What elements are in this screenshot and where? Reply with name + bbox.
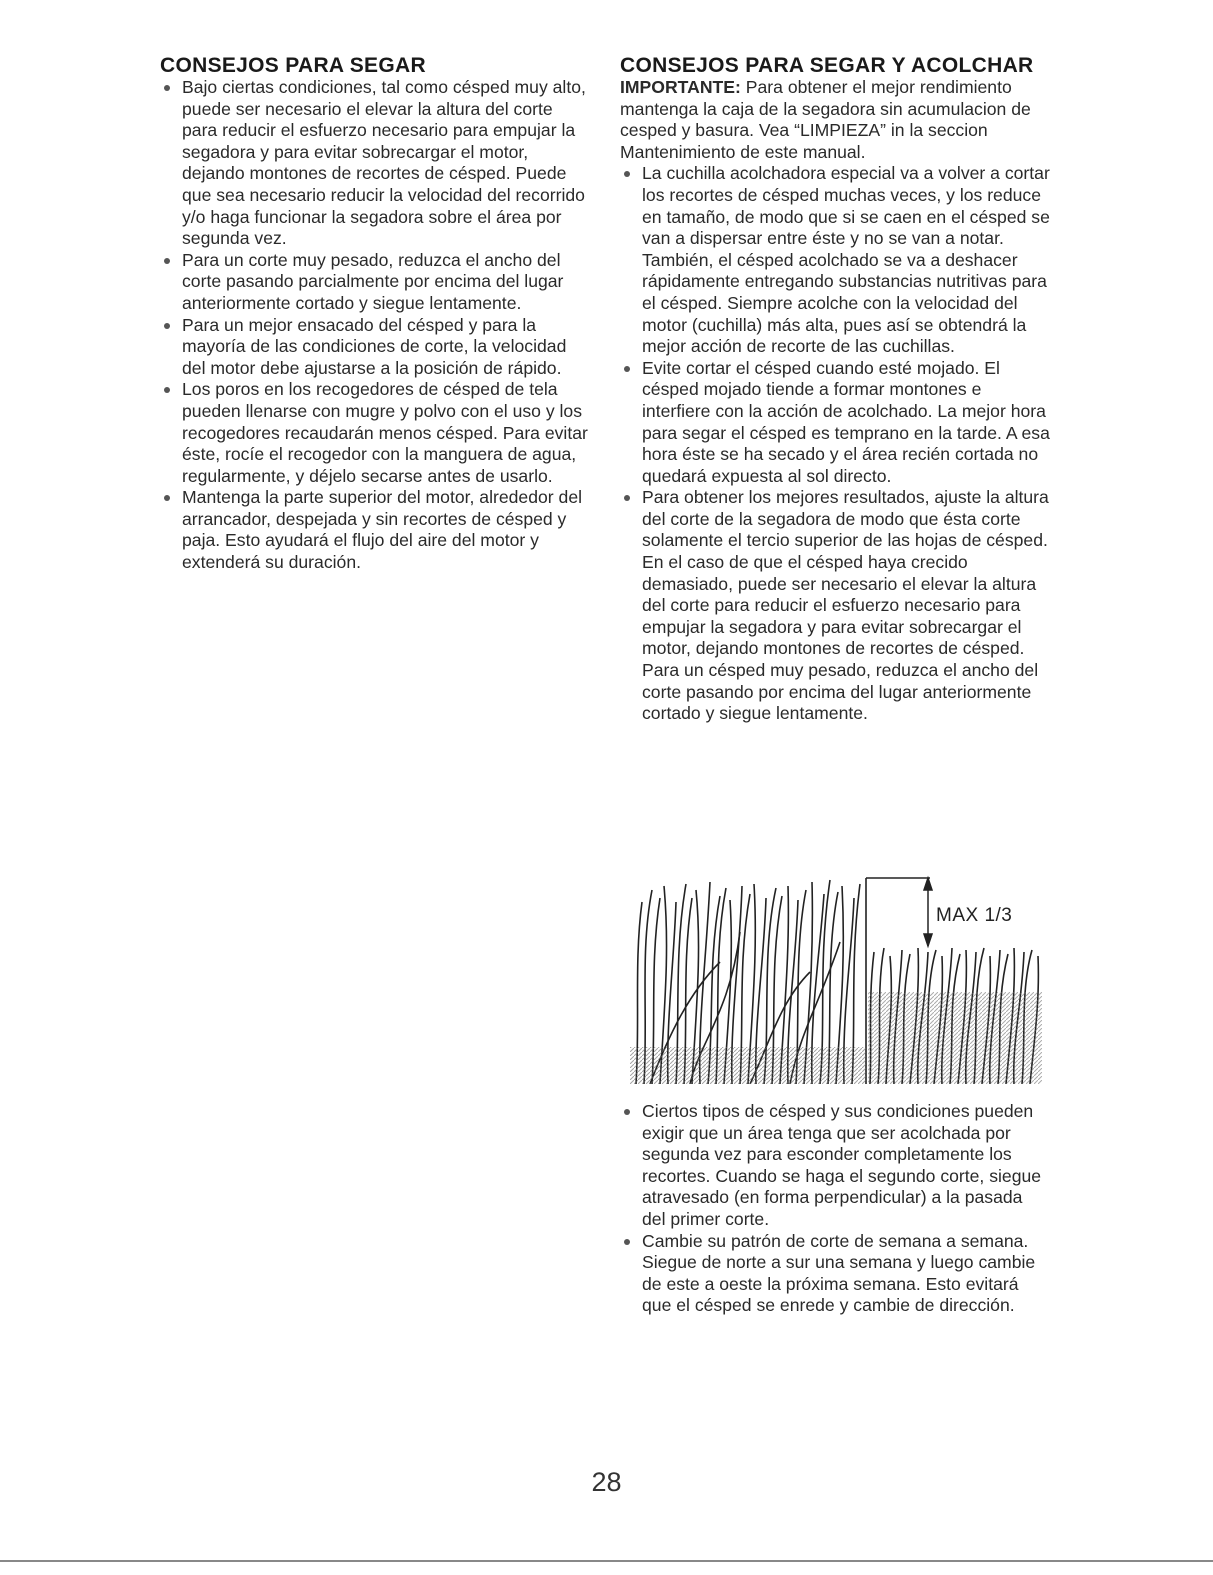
right-column-bottom [620, 1101, 1050, 1317]
important-text: Para obtener el mejor rendimiento mantenga la caja de la segadora sin acumulacion de cesped y basura. Vea “LIMPIEZA” in la seccion Mantenimiento de este manual. [620, 77, 1031, 162]
bottom-rule [0, 1560, 1213, 1562]
list-item: Mantenga la parte superior del motor, alrededor del arrancador, despejada y sin recortes de césped y paja. Esto ayudará el flujo del aire del motor y extenderá su duración. [160, 487, 590, 573]
list-item: Bajo ciertas condiciones, tal como césped muy alto, puede ser necesario el elevar la altura del corte para reducir el esfuerzo necesario para empujar la segadora y para evitar sobrecargar el motor, dejando montones de recortes de césped. Puede que sea necesario reducir la velocidad del recorrido y/o haga funcionar la segadora sobre el área por segunda vez. [160, 77, 590, 250]
section-title-consejos-segar: CONSEJOS PARA SEGAR [160, 54, 426, 77]
list-item: La cuchilla acolchadora especial va a volver a cortar los recortes de césped muchas veces, y los reduce en tamaño, de modo que si se caen en el césped se van a dispersar entre éste y no se van a notar. También, el césped acolchado se va a deshacer rápidamente entregando substancias nutritivas para el césped. Siempre acolche con la velocidad del motor (cuchilla) más alta, pues así se obtendrá la mejor acción de recorte de las cuchillas. [620, 163, 1050, 357]
important-note [620, 77, 1050, 163]
right-bullet-list-bottom [620, 1101, 1050, 1317]
list-item: Para obtener los mejores resultados, ajuste la altura del corte de la segadora de modo que ésta corte solamente el tercio superior de las hojas de césped. En el caso de que el césped haya crecido demasiado, puede ser necesario el elevar la altura del corte para reducir el esfuerzo necesario para empujar la segadora y para evitar sobrecargar el motor, dejando montones de recortes de césped. Para un césped muy pesado, reduzca el ancho del corte pasando por encima del lugar anteriormente cortado y siegue lentamente. [620, 487, 1050, 725]
list-item: Cambie su patrón de corte de semana a semana. Siegue de norte a sur una semana y luego cambie de este a oeste la próxima semana. Esto evitará que el césped se enrede y cambie de dirección. [620, 1231, 1050, 1317]
left-column [160, 55, 590, 574]
height-marker [866, 878, 932, 946]
left-bullet-list [160, 77, 590, 574]
list-item: Ciertos tipos de césped y sus condiciones pueden exigir que un área tenga que ser acolchada por segunda vez para esconder completamente los recortes. Cuando se haga el segundo corte, siegue atravesado (en forma perpendicular) a la pasada del primer corte. [620, 1101, 1050, 1231]
page-number: 28 [591, 1467, 622, 1497]
list-item: Para un corte muy pesado, reduzca el ancho del corte pasando parcialmente por encima del lugar anteriormente cortado y siegue lentamente. [160, 250, 590, 315]
right-column [620, 55, 1050, 725]
max-one-third-label: MAX 1/3 [936, 905, 1013, 926]
list-item: Los poros en los recogedores de césped de tela pueden llenarse con mugre y polvo con el uso y los recogedores recaudarán menos césped. Para evitar éste, rocíe el recogedor con la manguera de agua, regularmente, y déjelo secarse antes de usarlo. [160, 379, 590, 487]
right-bullet-list-top [620, 163, 1050, 724]
section-title-segar-acolchar: CONSEJOS PARA SEGAR Y ACOLCHAR [620, 54, 1034, 77]
grass-blades-drawing [630, 872, 1042, 1084]
list-item: Evite cortar el césped cuando esté mojado. El césped mojado tiende a formar montones e interfiere con la acción de acolchado. La mejor hora para segar el césped es temprano en la tarde. A esa hora éste se ha secado y el área recién cortada no quedará expuesta al sol directo. [620, 358, 1050, 488]
important-label: IMPORTANTE: [620, 77, 741, 97]
list-item: Para un mejor ensacado del césped y para la mayoría de las condiciones de corte, la velocidad del motor debe ajustarse a la posición de rápido. [160, 315, 590, 380]
grass-height-illustration [630, 872, 1042, 1084]
